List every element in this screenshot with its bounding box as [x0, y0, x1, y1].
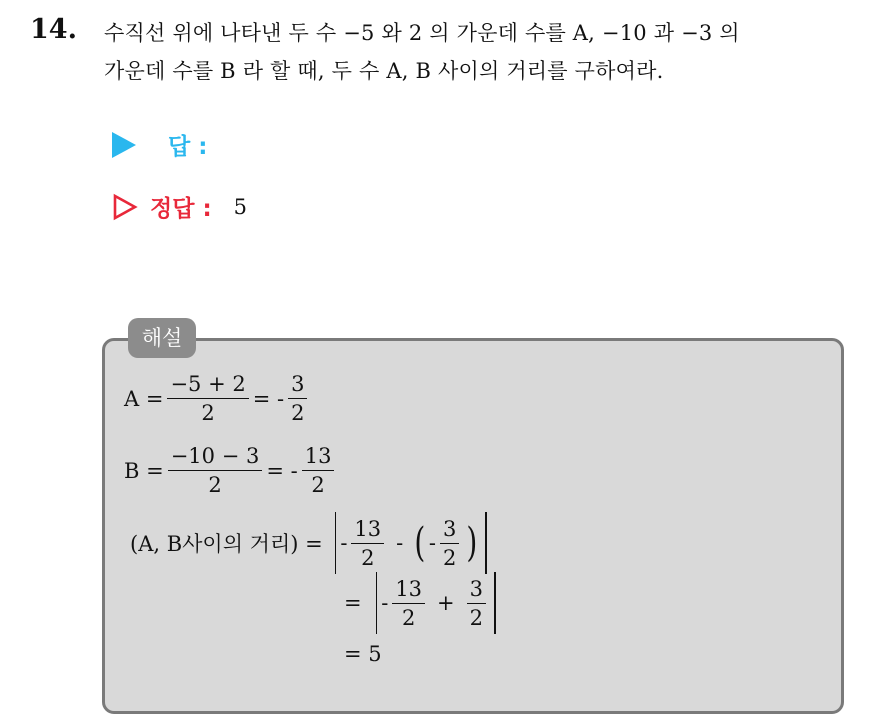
question-line-2: 가운데 수를 B 라 할 때, 두 수 A, B 사이의 거리를 구하여라. — [104, 59, 664, 83]
dist-term1-numerator: 13 — [351, 517, 384, 544]
eq-b-fraction — [168, 444, 263, 497]
abs-bar-left — [335, 512, 337, 574]
dist-line2-term1-numerator: 13 — [392, 577, 425, 604]
dist-term1 — [351, 517, 384, 570]
eq-a-lhs: A = — [124, 386, 164, 411]
solution-tag: 해설 — [128, 318, 196, 358]
abs-bar-left-2 — [376, 572, 378, 634]
answer-blank-row — [112, 128, 207, 161]
abs-bar-right — [485, 512, 487, 574]
eq-a-denominator: 2 — [201, 401, 215, 425]
distance-line-3: = 5 — [344, 642, 382, 666]
dist-line2-term2-denominator: 2 — [469, 605, 484, 630]
eq-a-result-numerator: 3 — [288, 372, 307, 399]
eq-a-result-denominator: 2 — [291, 401, 305, 425]
dist-term2 — [440, 517, 459, 570]
dist-term2-denominator: 2 — [442, 545, 457, 570]
eq-a-equals: = - — [252, 386, 285, 411]
eq-a-fraction — [167, 372, 248, 425]
question-line-1: 수직선 위에 나타낸 두 수 −5 와 2 의 가운데 수를 A, −10 과 −3 의 — [104, 21, 740, 45]
question-text — [104, 14, 874, 90]
dist-line2-equals: = — [344, 591, 362, 615]
answer-value: 5 — [233, 194, 248, 219]
eq-b-result-numerator: 13 — [302, 444, 335, 471]
paren-close: ) — [466, 520, 478, 566]
equation-a — [124, 372, 311, 425]
dist-lhs: (A, B사이의 거리) = — [130, 532, 323, 556]
paren-open: ( — [414, 520, 426, 566]
distance-line-1: (A, B사이의 거리) = - $\frac{13}{2}$ - ( - $\frac{3}{2}$ ) — [130, 512, 491, 574]
eq-b-result — [302, 444, 335, 497]
eq-b-denominator: 2 — [208, 473, 222, 497]
eq-b-result-denominator: 2 — [311, 473, 325, 497]
eq-b-lhs: B = — [124, 458, 164, 483]
equation-b — [124, 444, 338, 497]
abs-bar-right-2 — [494, 572, 496, 634]
dist-line2-term1 — [392, 577, 425, 630]
eq-a-numerator: −5 + 2 — [167, 372, 248, 399]
dist-plus: + — [437, 591, 455, 615]
dist-term1-denominator: 2 — [361, 545, 375, 570]
eq-b-numerator: −10 − 3 — [168, 444, 263, 471]
answer-blank-label: 답 : — [168, 134, 208, 160]
play-outline-icon — [112, 193, 138, 221]
question-number: 14. — [30, 14, 77, 45]
eq-b-equals: = - — [266, 458, 298, 483]
distance-line-2: = - $\frac{13}{2}$ + $\frac{3}{2}$ — [344, 572, 500, 634]
dist-line2-term2-numerator: 3 — [467, 577, 486, 604]
dist-line2-term1-denominator: 2 — [401, 605, 416, 630]
answer-row — [112, 190, 247, 223]
dist-line2-term2 — [467, 577, 486, 630]
answer-label: 정답 : — [150, 196, 212, 222]
dist-term2-numerator: 3 — [440, 517, 459, 544]
play-icon — [112, 132, 136, 158]
eq-a-result — [288, 372, 307, 425]
dist-minus: - — [396, 531, 404, 555]
